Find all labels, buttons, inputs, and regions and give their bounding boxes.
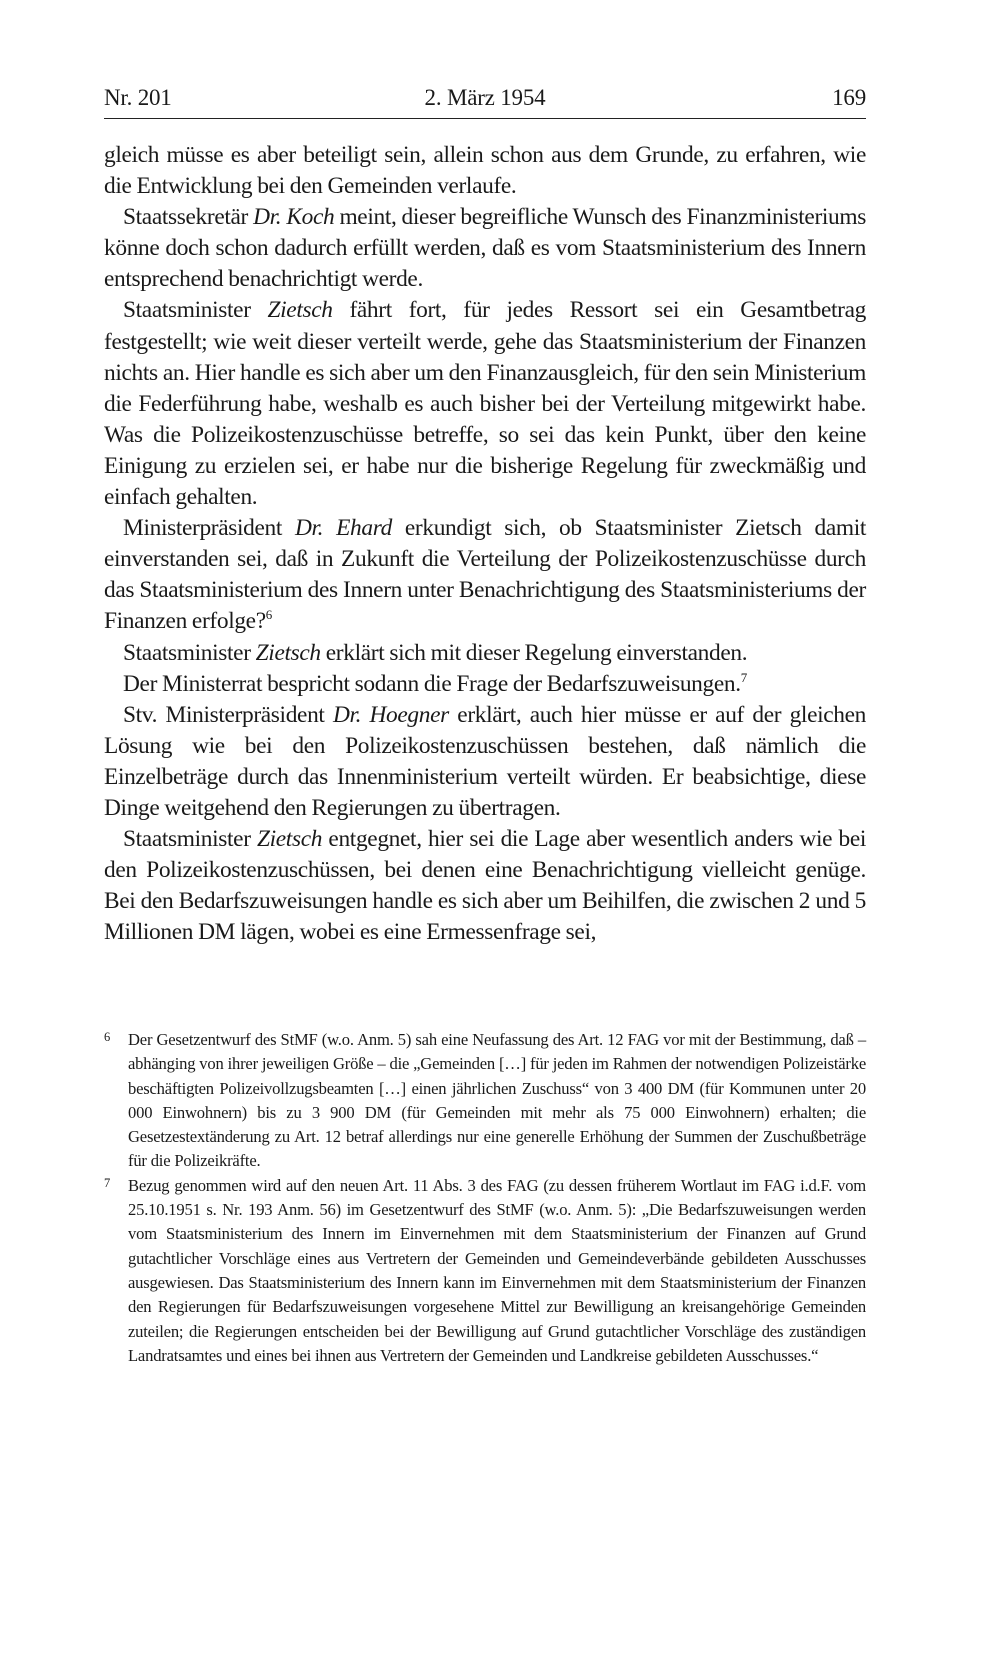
paragraph-text: entgegnet, hier sei die Lage aber wesentlich anders wie bei den Polizeikostenzuschüssen, bei denen eine Benachrichtigung vielleicht genüge. Bei den Bedarfszuweisungen handle es sich aber um Beihilfen, die zwischen 2 und 5 Millionen DM lägen, wobei es eine Ermessenfrage sei, bbox=[104, 826, 866, 946]
document-number: Nr. 201 bbox=[104, 85, 172, 110]
footnote bbox=[104, 1028, 866, 1174]
paragraph-text: erklärt, auch hier müsse er auf der gleichen Lösung wie bei den Polizeikostenzuschüssen bestehen, daß nämlich die Einzelbeträge durch das Innenministerium verteilt würden. Er beabsichtige, diese Dinge weitgehend den Regierungen zu übertragen. bbox=[104, 701, 866, 821]
paragraph bbox=[104, 513, 866, 637]
speaker-title: Ministerpräsident bbox=[123, 515, 295, 542]
paragraph bbox=[104, 295, 866, 513]
paragraph-text: meint, dieser begreifliche Wunsch des Finanzministeriums könne doch schon dadurch erfüllt werden, daß es vom Staatsministerium des Innern entsprechend benachrichtigt werde. bbox=[104, 204, 866, 293]
speaker-title: Staatsminister bbox=[123, 297, 268, 324]
footnote-number: 7 bbox=[104, 1175, 111, 1190]
page-number: 169 bbox=[832, 85, 866, 110]
paragraph-text: Der Ministerrat bespricht sodann die Frage der Bedarfszuweisungen. bbox=[123, 670, 741, 697]
paragraph bbox=[104, 669, 866, 700]
running-header bbox=[104, 84, 866, 119]
footnote-ref[interactable]: 6 bbox=[265, 607, 272, 623]
footnote bbox=[104, 1174, 866, 1368]
footnote-text: Bezug genommen wird auf den neuen Art. 11 Abs. 3 des FAG (zu dessen früherem Wortlaut im FAG i.d.F. vom 25.10.1951 s. Nr. 193 Anm. 56) im Gesetzentwurf des StMF (w.o. Anm. 5): „Die Bedarfszuweisungen werden vom Staatsministerium des Innern im Einvernehmen mit dem Staatsministerium der Finanzen auf Grund gutachtlicher Vorschläge eines aus Vertretern der Gemeinden und Gemeindeverbände gebildeten Ausschusses ausgewiesen. Das Staatsministerium des Innern kann im Einvernehmen mit dem Staatsministerium der Finanzen den Regierungen für Bedarfszuweisungen vorgesehene Mittel zur Bewilligung an kreisangehörige Gemeinden zuteilen; die Regierungen entscheiden bei der Bewilligung auf Grund gutachtlicher Vorschläge des zuständigen Landratsamtes und eines bei ihnen aus Vertretern der Gemeinden und Landkreise gebildeten Ausschusses.“ bbox=[128, 1175, 866, 1365]
speaker-name: Dr. Ehard bbox=[294, 515, 392, 542]
speaker-title: Stv. Ministerpräsident bbox=[123, 701, 333, 728]
speaker-title: Staatsminister bbox=[123, 639, 256, 666]
main-text bbox=[104, 140, 866, 948]
footnotes bbox=[104, 1028, 866, 1368]
speaker-name: Zietsch bbox=[267, 297, 333, 324]
speaker-name: Dr. Koch bbox=[253, 204, 335, 231]
speaker-title: Staatssekretär bbox=[123, 204, 254, 231]
footnote-number: 6 bbox=[104, 1030, 111, 1044]
speaker-title: Staatsminister bbox=[123, 826, 257, 853]
footnote-ref[interactable]: 7 bbox=[740, 669, 747, 685]
paragraph bbox=[104, 638, 866, 669]
speaker-name: Zietsch bbox=[255, 639, 321, 666]
paragraph bbox=[104, 824, 866, 948]
footnote-text: Der Gesetzentwurf des StMF (w.o. Anm. 5) sah eine Neufassung des Art. 12 FAG vor mit der Bestimmung, daß – abhänging von ihrer jeweiligen Größe – die „Gemeinden […] für jeden im Rahmen der notwendigen Polizeistärke beschäftigten Polizeivollzugsbeamten […] einen jährlichen Zuschuss“ von 3 400 DM (für Kommunen unter 20 000 Einwohnern) bis zu 3 900 DM (für Gemeinden mit mehr als 75 000 Einwohnern) erhalten; die Gesetzestextänderung zu Art. 12 betraf allerdings nur eine generelle Erhöhung der Summen der Zuschußbeträge für die Polizeikräfte. bbox=[128, 1030, 866, 1171]
speaker-name: Dr. Hoegner bbox=[332, 701, 449, 728]
paragraph-text: erklärt sich mit dieser Regelung einverstanden. bbox=[320, 639, 748, 666]
paragraph-text: erkundigt sich, ob Staatsminister Zietsch damit einverstanden sei, daß in Zukunft die Verteilung der Polizeikostenzuschüsse durch das Staatsministerium des Innern unter Benachrichtigung des Staatsministeriums der Finanzen erfolge? bbox=[104, 515, 866, 635]
paragraph bbox=[104, 700, 866, 824]
meeting-date: 2. März 1954 bbox=[424, 85, 546, 110]
paragraph-text: fährt fort, für jedes Ressort sei ein Gesamtbetrag festgestellt; wie weit dieser verteilt werde, gehe das Staatsministerium der Finanzen nichts an. Hier handle es sich aber um den Finanzausgleich, für den sein Ministerium die Federführung habe, weshalb es auch bisher bei der Verteilung mitgewirkt habe. Was die Polizeikostenzuschüsse betreffe, so sei das kein Punkt, über den keine Einigung zu erzielen sei, er habe nur die bisherige Regelung für zweckmäßig und einfach gehalten. bbox=[104, 297, 866, 511]
paragraph bbox=[104, 202, 866, 295]
speaker-name: Zietsch bbox=[256, 826, 323, 853]
paragraph: gleich müsse es aber beteiligt sein, allein schon aus dem Grunde, zu erfahren, wie die Entwicklung bei den Gemeinden verlaufe. bbox=[104, 142, 866, 200]
